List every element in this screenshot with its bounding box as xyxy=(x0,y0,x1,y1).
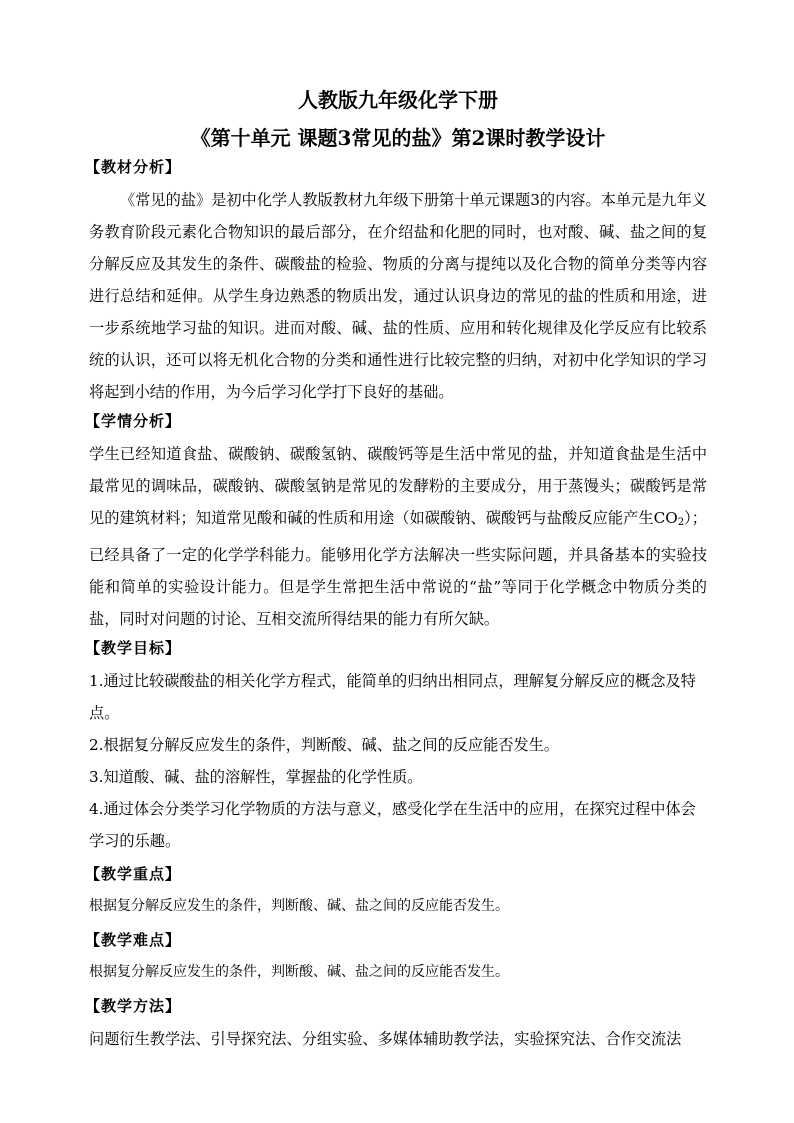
section-material-analysis xyxy=(85,156,707,408)
subscript-text: 2 xyxy=(677,517,685,528)
document-page xyxy=(85,86,707,1057)
section-methods xyxy=(85,995,707,1055)
section-teaching-goals xyxy=(85,637,707,857)
section-difficulties xyxy=(85,929,707,987)
section-heading: 【学情分析】 xyxy=(85,412,182,430)
section-heading: 【教学目标】 xyxy=(85,639,182,657)
section-paragraph xyxy=(89,438,707,635)
section-paragraph: 根据复分解反应发生的条件，判断酸、碱、盐之间的反应能否发生。 xyxy=(89,898,509,914)
goal-item: 4.通过体会分类学习化学物质的方法与意义，感受化学在生活中的应用，在探究过程中体会学习的乐趣。 xyxy=(89,800,696,850)
section-heading: 【教材分析】 xyxy=(85,158,182,176)
goal-item: 2.根据复分解反应发生的条件，判断酸、碱、盐之间的反应能否发生。 xyxy=(89,736,560,754)
section-key-points xyxy=(85,863,707,921)
section-heading: 【教学重点】 xyxy=(85,865,182,883)
goal-item: 1.通过比较碳酸盐的相关化学方程式，能简单的归纳出相同点，理解复分解反应的概念及特点。 xyxy=(89,672,696,722)
section-heading: 【教学难点】 xyxy=(85,931,182,949)
goal-item: 3.知道酸、碱、盐的溶解性，掌握盐的化学性质。 xyxy=(89,768,423,786)
section-student-analysis xyxy=(85,410,707,635)
document-title: 人教版九年级化学下册 xyxy=(298,88,498,112)
section-paragraph: 问题衍生教学法、引导探究法、分组实验、多媒体辅助教学法，实验探究法、合作交流法 xyxy=(89,1030,682,1048)
section-heading: 【教学方法】 xyxy=(85,997,182,1015)
paragraph-text: ）；已经具备了一定的化学学科能力。能够用化学方法解决一些实际问题，并具备基本的实验技能和简单的实验设计能力。但是学生常把生活中常说的“盐”等同于化学概念中物质分类的盐，同时对问题的讨论、互相交流所得结果的能力有所欠缺。 xyxy=(89,509,707,628)
paragraph-text: 学生已经知道食盐、碳酸钠、碳酸氢钠、碳酸钙等是生活中常见的盐，并知道食盐是生活中最常见的调味品，碳酸钠、碳酸氢钠是常见的发酵粉的主要成分，用于蒸馒头；碳酸钙是常见的建筑材料；知道常见酸和碱的性质和用途（如碳酸钠、碳酸钙与盐酸反应能产生CO xyxy=(89,445,707,527)
document-subtitle: 《第十单元 课题3常见的盐》第2课时教学设计 xyxy=(190,126,606,150)
section-paragraph: 根据复分解反应发生的条件，判断酸、碱、盐之间的反应能否发生。 xyxy=(89,964,509,980)
section-paragraph: 《常见的盐》是初中化学人教版教材九年级下册第十单元课题3的内容。本单元是九年义务教育阶段元素化合物知识的最后部分，在介绍盐和化肥的同时，也对酸、碱、盐之间的复分解反应及其发生的条件、碳酸盐的检验、物质的分离与提纯以及化合物的简单分类等内容进行总结和延伸。从学生身边熟悉的物质出发，通过认识身边的常见的盐的性质和用途，进一步系统地学习盐的知识。进而对酸、碱、盐的性质、应用和转化规律及化学反应有比较系统的认识，还可以将无机化合物的分类和通性进行比较完整的归纳，对初中化学知识的学习将起到小结的作用，为今后学习化学打下良好的基础。 xyxy=(89,191,707,401)
